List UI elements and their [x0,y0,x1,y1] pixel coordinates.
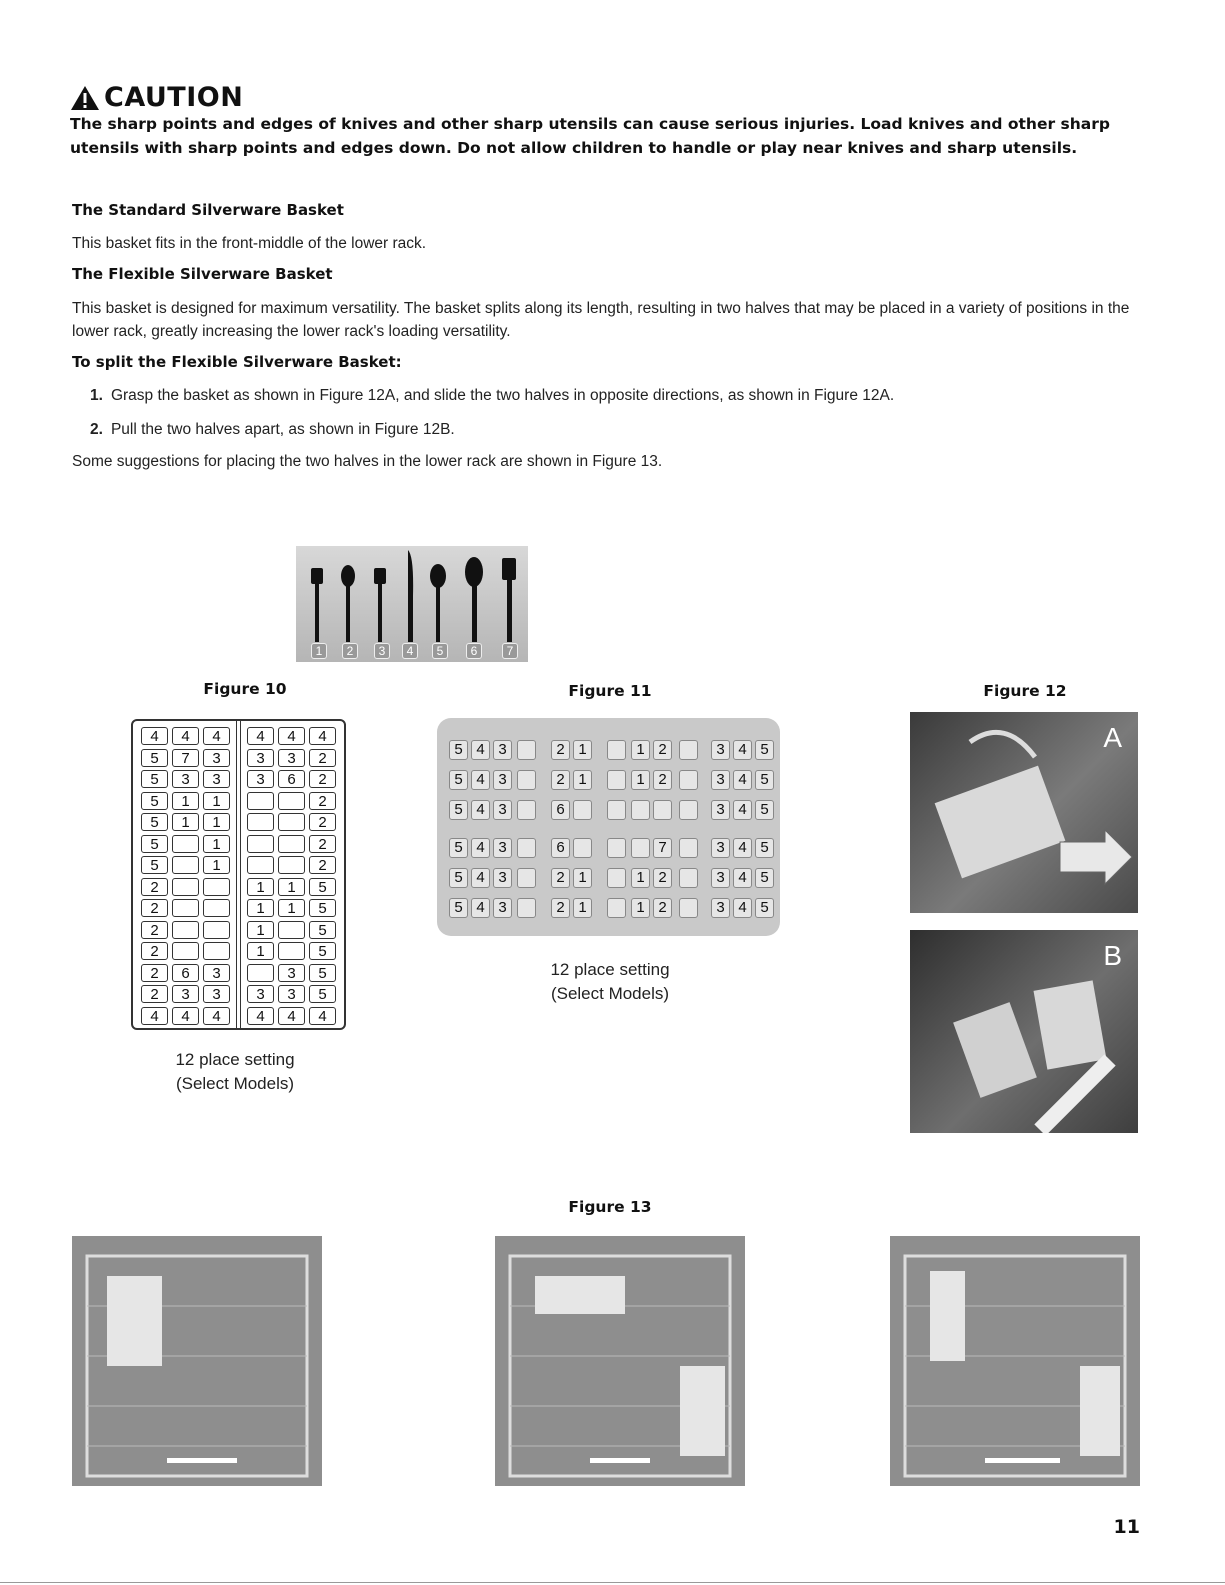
basket-slot: 3 [247,985,274,1003]
basket-slot: 2 [141,878,168,896]
figure-12b-label: B [1103,940,1122,971]
basket-slot: 1 [172,813,199,831]
utensil-number-label: 4 [402,643,418,659]
basket-slot [203,942,230,960]
utensil-types-image [296,546,528,662]
basket-slot: 1 [278,899,305,917]
basket-slot: 2 [309,792,336,810]
basket-slot: 1 [573,740,592,760]
utensil-number-row [296,642,528,660]
basket-slot: 4 [733,740,752,760]
basket-slot: 2 [551,898,570,918]
basket-slot: 1 [278,878,305,896]
basket-slot [653,800,672,820]
basket-slot: 1 [631,868,650,888]
basket-slot [247,856,274,874]
flexible-basket-text: This basket is designed for maximum versatility. The basket splits along its length, resulting in two halves that may be placed in a variety of positions in the lower rack, greatly increasing the lower rack's loading versatility. [72,300,1130,340]
basket-slot: 4 [471,800,490,820]
bottom-rule [0,1582,1225,1583]
basket-slot: 2 [309,770,336,788]
basket-slot: 5 [755,770,774,790]
basket-slot: 1 [203,813,230,831]
utensil-number-label: 1 [311,643,327,659]
basket-slot: 4 [733,898,752,918]
figure-13-rack-photo-2 [495,1236,745,1486]
basket-slot: 4 [471,770,490,790]
basket-slot: 2 [653,868,672,888]
basket-slot: 5 [755,740,774,760]
basket-slot: 4 [733,838,752,858]
basket-slot: 3 [711,868,730,888]
basket-slot: 5 [309,964,336,982]
basket-slot [607,800,626,820]
basket-slot: 5 [449,770,468,790]
basket-slot [517,898,536,918]
utensil-number-label: 2 [342,643,358,659]
basket-slot: 1 [247,921,274,939]
figure-11-cells [437,718,780,936]
utensil-number-label: 3 [374,643,390,659]
basket-slot [679,868,698,888]
basket-slot [607,898,626,918]
basket-slot: 1 [573,770,592,790]
basket-slot: 6 [278,770,305,788]
basket-slot: 5 [309,985,336,1003]
basket-slot: 1 [631,740,650,760]
basket-slot: 6 [551,800,570,820]
basket-slot: 5 [755,838,774,858]
basket-slot [203,921,230,939]
basket-slot: 6 [172,964,199,982]
figure-13-caption: Figure 13 [568,1198,652,1216]
basket-slot: 4 [141,727,168,745]
basket-slot: 5 [755,800,774,820]
figure-13-rack-photo-1 [72,1236,322,1486]
basket-slot [172,942,199,960]
basket-slot: 4 [247,1007,274,1025]
basket-slot: 5 [141,813,168,831]
basket-slot: 1 [247,942,274,960]
basket-slot [679,800,698,820]
caution-title [70,82,243,113]
basket-slot: 2 [141,942,168,960]
basket-slot: 4 [733,868,752,888]
basket-slot: 3 [493,898,512,918]
figure-11-sub1: 12 place setting [550,960,670,979]
basket-slot: 1 [631,898,650,918]
basket-slot: 1 [631,770,650,790]
basket-slot: 4 [309,1007,336,1025]
basket-slot: 3 [172,985,199,1003]
basket-slot: 3 [172,770,199,788]
basket-slot: 3 [493,838,512,858]
basket-slot [172,878,199,896]
basket-slot: 4 [247,727,274,745]
basket-slot [203,899,230,917]
basket-slot [679,838,698,858]
basket-slot: 4 [471,898,490,918]
basket-slot [172,856,199,874]
basket-slot: 3 [203,985,230,1003]
step-1-text: Grasp the basket as shown in Figure 12A, and slide the two halves in opposite directions, as shown in Figure 12A. [110,387,895,404]
basket-slot: 4 [203,727,230,745]
figure-10-sub2: (Select Models) [175,1074,295,1093]
basket-slot: 7 [172,749,199,767]
figure-12-caption: Figure 12 [983,682,1067,700]
basket-slot [278,813,305,831]
basket-slot: 1 [172,792,199,810]
basket-slot: 3 [493,740,512,760]
figure-10-caption: Figure 10 [203,680,287,698]
basket-slot: 5 [449,838,468,858]
basket-slot: 5 [141,749,168,767]
basket-slot [278,856,305,874]
basket-slot [172,835,199,853]
basket-slot [203,878,230,896]
basket-slot: 1 [203,792,230,810]
utensil-number-label: 6 [466,643,482,659]
figure-12a-label: A [1103,722,1122,753]
basket-slot: 4 [278,1007,305,1025]
basket-slot [607,868,626,888]
basket-slot: 5 [141,835,168,853]
basket-slot: 3 [493,868,512,888]
basket-slot [278,792,305,810]
basket-slot [573,800,592,820]
basket-slot [247,964,274,982]
basket-slot [172,921,199,939]
step-2-text: Pull the two halves apart, as shown in Figure 12B. [110,421,455,438]
basket-slot [607,838,626,858]
basket-slot: 4 [733,800,752,820]
basket-slot: 2 [141,964,168,982]
basket-slot: 1 [247,899,274,917]
basket-slot: 2 [141,899,168,917]
basket-slot: 1 [203,835,230,853]
rack-illustration-2 [495,1236,745,1486]
basket-slot: 4 [172,1007,199,1025]
basket-slot: 5 [309,942,336,960]
basket-slot: 5 [755,868,774,888]
basket-slot: 4 [203,1007,230,1025]
step-2-number: 2. [90,421,103,438]
caution-text: The sharp points and edges of knives and other sharp utensils can cause serious injuries. Load knives and other sharp utensils with sharp points and edges down. Do not allow children to handle or play near knives and sharp utensils. [70,115,1110,157]
basket-slot: 3 [711,838,730,858]
basket-slot: 1 [247,878,274,896]
basket-slot: 4 [141,1007,168,1025]
basket-slot: 5 [449,868,468,888]
basket-slot: 2 [309,813,336,831]
basket-slot [679,740,698,760]
basket-slot: 5 [141,770,168,788]
basket-slot [247,813,274,831]
figure-12b-photo [910,930,1138,1133]
basket-slot [679,898,698,918]
basket-slot: 5 [309,921,336,939]
basket-slot: 3 [203,770,230,788]
standard-basket-heading: The Standard Silverware Basket [72,201,344,219]
basket-slot: 3 [711,740,730,760]
utensil-number-label: 5 [432,643,448,659]
basket-slot: 5 [449,898,468,918]
basket-slot [679,770,698,790]
basket-slot: 2 [141,921,168,939]
basket-slot: 5 [141,792,168,810]
basket-slot: 2 [653,898,672,918]
basket-slot: 3 [247,770,274,788]
basket-slot: 3 [711,770,730,790]
basket-slot: 4 [172,727,199,745]
basket-slot: 6 [551,838,570,858]
basket-slot [607,740,626,760]
basket-slot: 3 [711,800,730,820]
basket-slot: 4 [471,868,490,888]
utensil-number-label: 7 [502,643,518,659]
basket-slot [517,868,536,888]
figure-11-sub2: (Select Models) [550,984,670,1003]
basket-slot [247,792,274,810]
basket-slot: 5 [141,856,168,874]
basket-slot: 4 [309,727,336,745]
figure-10-sub1: 12 place setting [175,1050,295,1069]
basket-slot: 1 [573,868,592,888]
basket-slot: 3 [278,749,305,767]
basket-slot [631,800,650,820]
basket-slot: 2 [653,740,672,760]
basket-slot [607,770,626,790]
basket-slot [172,899,199,917]
figure-11-basket-image [437,718,780,936]
basket-slot: 2 [653,770,672,790]
step-1-number: 1. [90,387,103,404]
basket-slot [517,800,536,820]
basket-slot: 2 [309,856,336,874]
basket-slot: 7 [653,838,672,858]
basket-slot: 5 [309,899,336,917]
page-number: 11 [1113,1516,1140,1538]
basket-slot: 3 [493,800,512,820]
basket-slot: 3 [493,770,512,790]
figure-11-subcaption [510,958,710,1006]
figure-13-rack-photo-3 [890,1236,1140,1486]
basket-slot: 2 [551,770,570,790]
basket-slot: 5 [449,800,468,820]
basket-slot [247,835,274,853]
figure-12a-photo [910,712,1138,913]
rack-illustration-1 [72,1236,322,1486]
figure-11-caption: Figure 11 [568,682,652,700]
basket-slot: 3 [278,985,305,1003]
basket-slot: 5 [449,740,468,760]
basket-slot: 2 [551,868,570,888]
basket-slot: 4 [278,727,305,745]
basket-slot: 5 [755,898,774,918]
basket-slot: 2 [309,749,336,767]
rack-illustration-3 [890,1236,1140,1486]
basket-slot [278,921,305,939]
step-1 [90,384,894,407]
basket-slot: 1 [573,898,592,918]
basket-slot: 1 [203,856,230,874]
figure-10-cells [133,721,344,1028]
basket-slot: 5 [309,878,336,896]
figure-10-subcaption [135,1048,335,1096]
basket-slot [517,740,536,760]
flexible-basket-heading: The Flexible Silverware Basket [72,265,333,283]
basket-slot [517,770,536,790]
basket-slot [631,838,650,858]
basket-slot: 3 [203,749,230,767]
basket-slot: 3 [711,898,730,918]
basket-slot: 2 [141,985,168,1003]
basket-slot: 3 [278,964,305,982]
caution-label: CAUTION [104,82,244,113]
basket-slot: 4 [471,740,490,760]
basket-slot [573,838,592,858]
step-2 [90,418,455,441]
split-heading: To split the Flexible Silverware Basket: [72,353,402,371]
basket-slot [278,942,305,960]
basket-slot [278,835,305,853]
basket-slot: 2 [309,835,336,853]
figure-10-basket-grid [131,719,346,1030]
suggestion-text: Some suggestions for placing the two halves in the lower rack are shown in Figure 13. [72,453,663,470]
basket-slot: 4 [733,770,752,790]
basket-slot: 3 [203,964,230,982]
basket-slot: 3 [247,749,274,767]
standard-basket-text: This basket fits in the front-middle of the lower rack. [72,235,427,252]
basket-slot: 4 [471,838,490,858]
basket-slot: 2 [551,740,570,760]
basket-slot [517,838,536,858]
warning-triangle-icon [70,85,100,111]
